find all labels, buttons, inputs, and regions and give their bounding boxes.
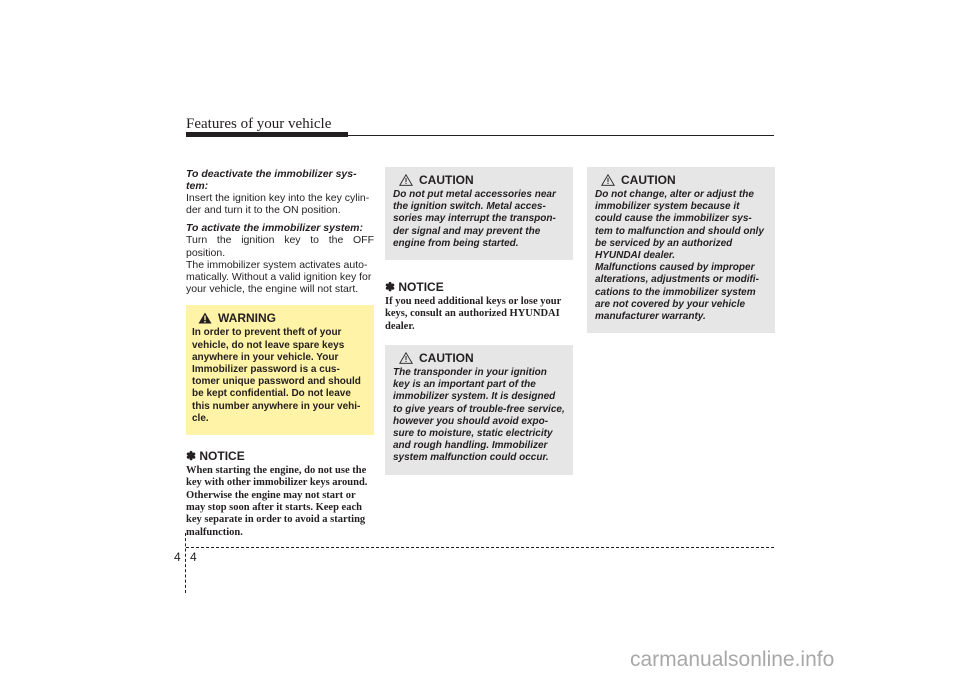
warning-box	[186, 305, 374, 435]
left-column	[186, 168, 374, 539]
caution-box-metal	[385, 167, 573, 260]
page-number: 4	[190, 550, 197, 564]
footer-divider	[185, 533, 186, 593]
footer-rule	[186, 547, 774, 548]
middle-column	[385, 167, 573, 475]
right-column	[587, 167, 775, 333]
activate-heading: To activate the immobilizer system:	[186, 222, 363, 235]
page-header-title: Features of your vehicle	[186, 116, 332, 132]
warning-title: WARNING	[192, 311, 366, 325]
caution-title: CAUTION	[393, 351, 565, 365]
caution-title: CAUTION	[595, 173, 767, 187]
notice-text-middle: If you need additional keys or lose your keys, consult an authorized HYUNDAI dealer.	[385, 296, 562, 332]
caution-title: CAUTION	[393, 173, 565, 187]
caution-triangle-icon	[399, 174, 413, 186]
activate-body: Turn the ignition key to the OFF position. The immobilizer system activates auto- matically. Without a valid ignition key for your vehicle, the engine will not start.	[186, 234, 374, 296]
deactivate-body: Insert the ignition key into the key cylin- der and turn it to the ON position.	[186, 192, 370, 217]
caution-text-transponder: The transponder in your ignition key is an important part of the immobilizer system. It is designed to give years of trouble-free service, however you should avoid expo- sure to moisture, static electricity and rough handling. Immobilizer system malfunction could occur.	[393, 366, 565, 464]
caution-triangle-icon	[399, 352, 413, 364]
notice-title-left: ✽ NOTICE	[186, 449, 245, 464]
notice-title-middle: ✽ NOTICE	[385, 280, 444, 295]
caution-text-alter: Do not change, alter or adjust the immobilizer system because it could cause the immobilizer sys- tem to malfunction and should only be serviced by an authorized HYUNDAI dealer. Malfunctions caused by improper alterations, adjustments or modifi- cations to the immobilizer system are not covered by your vehicle manufacturer warranty.	[595, 189, 764, 323]
warning-text: In order to prevent theft of your vehicle, do not leave spare keys anywhere in your vehicle. Your Immobilizer password is a cus- tomer unique password and should be kept confidential. Do not leave this number anywhere in your vehi- cle.	[192, 327, 361, 424]
chapter-number: 4	[174, 550, 181, 564]
caution-text-metal: Do not put metal accessories near the ignition switch. Metal acces- sories may interrupt the transpon- der signal and may prevent the engine from being started.	[393, 189, 556, 249]
warning-triangle-icon	[198, 312, 212, 324]
deactivate-heading: To deactivate the immobilizer sys- tem:	[186, 168, 357, 192]
watermark-text: carmanualsonline.info	[630, 648, 835, 671]
caution-triangle-icon	[601, 174, 615, 186]
header-rule	[186, 135, 774, 136]
caution-box-alter	[587, 167, 775, 333]
notice-text-left: When starting the engine, do not use the key with other immobilizer keys around. Otherwise the engine may not start or may stop soon after it starts. Keep each key separate in order to avoid a starting malfunction.	[186, 465, 368, 538]
caution-box-transponder	[385, 345, 573, 475]
